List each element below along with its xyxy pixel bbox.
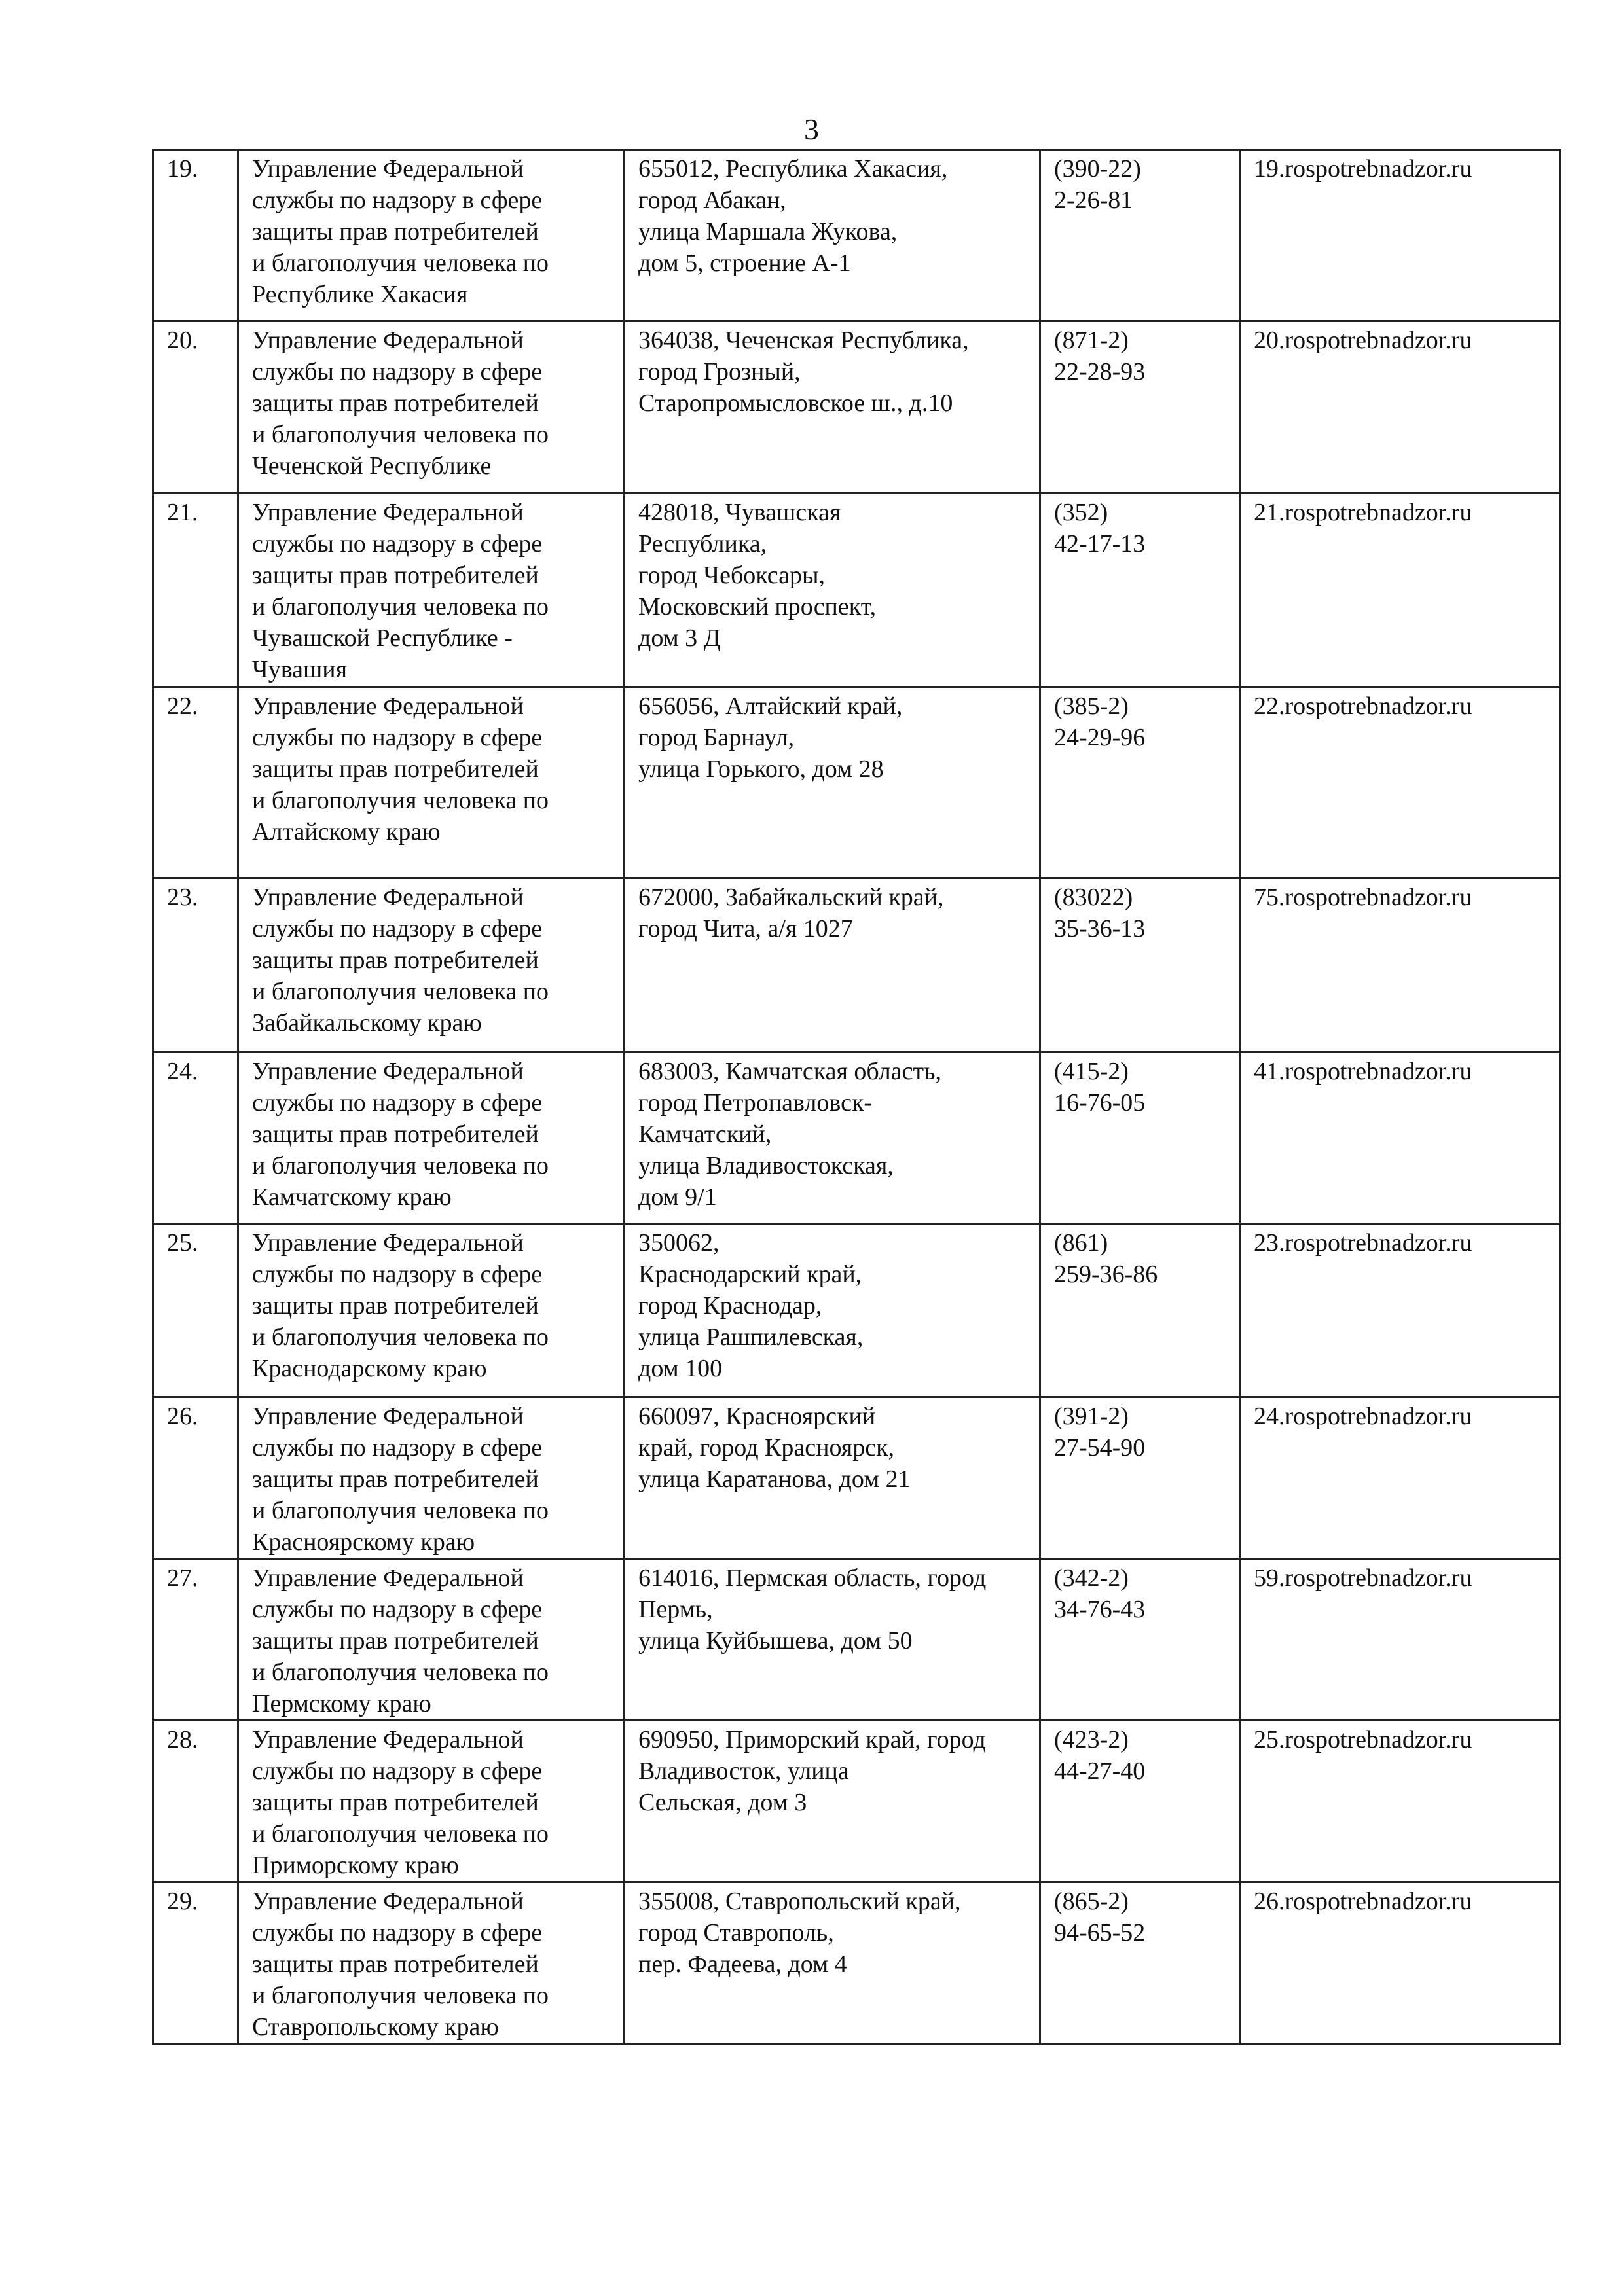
office-website: 59.rospotrebnadzor.ru (1240, 1559, 1561, 1721)
page-number: 3 (804, 113, 819, 146)
row-number: 27. (153, 1559, 238, 1721)
office-phone: (352) 42-17-13 (1040, 493, 1240, 687)
office-name: Управление Федеральной службы по надзору в сфере защиты прав потребителей и благополучия человека по Красноярскому краю (238, 1397, 625, 1559)
office-address: 428018, Чувашская Республика, город Чебоксары, Московский проспект, дом 3 Д (625, 493, 1040, 687)
office-address: 655012, Республика Хакасия, город Абакан, улица Маршала Жукова, дом 5, строение А-1 (625, 150, 1040, 321)
table-row (153, 687, 1561, 878)
office-website: 41.rospotrebnadzor.ru (1240, 1052, 1561, 1224)
office-phone: (83022) 35-36-13 (1040, 878, 1240, 1052)
office-website: 25.rospotrebnadzor.ru (1240, 1721, 1561, 1882)
office-name: Управление Федеральной службы по надзору в сфере защиты прав потребителей и благополучия человека по Пермскому краю (238, 1559, 625, 1721)
table-row (153, 878, 1561, 1052)
row-number: 19. (153, 150, 238, 321)
row-number: 21. (153, 493, 238, 687)
office-address: 683003, Камчатская область, город Петропавловск- Камчатский, улица Владивостокская, дом 9/1 (625, 1052, 1040, 1224)
row-number: 26. (153, 1397, 238, 1559)
office-address: 690950, Приморский край, город Владивосток, улица Сельская, дом 3 (625, 1721, 1040, 1882)
office-name: Управление Федеральной службы по надзору в сфере защиты прав потребителей и благополучия человека по Чеченской Республике (238, 321, 625, 493)
office-address: 656056, Алтайский край, город Барнаул, улица Горького, дом 28 (625, 687, 1040, 878)
office-phone: (342-2) 34-76-43 (1040, 1559, 1240, 1721)
table-row (153, 1559, 1561, 1721)
row-number: 24. (153, 1052, 238, 1224)
office-website: 20.rospotrebnadzor.ru (1240, 321, 1561, 493)
row-number: 23. (153, 878, 238, 1052)
office-phone: (390-22) 2-26-81 (1040, 150, 1240, 321)
office-name: Управление Федеральной службы по надзору в сфере защиты прав потребителей и благополучия человека по Краснодарскому краю (238, 1224, 625, 1397)
table-row (153, 493, 1561, 687)
table-row (153, 1397, 1561, 1559)
office-website: 23.rospotrebnadzor.ru (1240, 1224, 1561, 1397)
office-website: 22.rospotrebnadzor.ru (1240, 687, 1561, 878)
office-name: Управление Федеральной службы по надзору в сфере защиты прав потребителей и благополучия человека по Чувашской Республике - Чувашия (238, 493, 625, 687)
office-phone: (391-2) 27-54-90 (1040, 1397, 1240, 1559)
office-phone: (423-2) 44-27-40 (1040, 1721, 1240, 1882)
office-phone: (415-2) 16-76-05 (1040, 1052, 1240, 1224)
office-phone: (871-2) 22-28-93 (1040, 321, 1240, 493)
office-website: 26.rospotrebnadzor.ru (1240, 1882, 1561, 2045)
office-address: 364038, Чеченская Республика, город Грозный, Старопромысловское ш., д.10 (625, 321, 1040, 493)
office-name: Управление Федеральной службы по надзору в сфере защиты прав потребителей и благополучия человека по Приморскому краю (238, 1721, 625, 1882)
table-row (153, 1721, 1561, 1882)
row-number: 20. (153, 321, 238, 493)
table-row (153, 1052, 1561, 1224)
office-address: 672000, Забайкальский край, город Чита, а/я 1027 (625, 878, 1040, 1052)
office-address: 355008, Ставропольский край, город Ставрополь, пер. Фадеева, дом 4 (625, 1882, 1040, 2045)
office-name: Управление Федеральной службы по надзору в сфере защиты прав потребителей и благополучия человека по Забайкальскому краю (238, 878, 625, 1052)
table-row (153, 321, 1561, 493)
office-address: 614016, Пермская область, город Пермь, улица Куйбышева, дом 50 (625, 1559, 1040, 1721)
row-number: 22. (153, 687, 238, 878)
office-website: 21.rospotrebnadzor.ru (1240, 493, 1561, 687)
row-number: 28. (153, 1721, 238, 1882)
office-address: 350062, Краснодарский край, город Краснодар, улица Рашпилевская, дом 100 (625, 1224, 1040, 1397)
office-phone: (865-2) 94-65-52 (1040, 1882, 1240, 2045)
table-row (153, 150, 1561, 321)
office-name: Управление Федеральной службы по надзору в сфере защиты прав потребителей и благополучия человека по Ставропольскому краю (238, 1882, 625, 2045)
office-website: 19.rospotrebnadzor.ru (1240, 150, 1561, 321)
office-name: Управление Федеральной службы по надзору в сфере защиты прав потребителей и благополучия человека по Камчатскому краю (238, 1052, 625, 1224)
office-website: 24.rospotrebnadzor.ru (1240, 1397, 1561, 1559)
office-phone: (861) 259-36-86 (1040, 1224, 1240, 1397)
row-number: 25. (153, 1224, 238, 1397)
office-name: Управление Федеральной службы по надзору в сфере защиты прав потребителей и благополучия человека по Республике Хакасия (238, 150, 625, 321)
table-row (153, 1224, 1561, 1397)
office-website: 75.rospotrebnadzor.ru (1240, 878, 1561, 1052)
office-phone: (385-2) 24-29-96 (1040, 687, 1240, 878)
office-name: Управление Федеральной службы по надзору в сфере защиты прав потребителей и благополучия человека по Алтайскому краю (238, 687, 625, 878)
office-address: 660097, Красноярский край, город Красноярск, улица Каратанова, дом 21 (625, 1397, 1040, 1559)
row-number: 29. (153, 1882, 238, 2045)
table-row (153, 1882, 1561, 2045)
registry-table (152, 149, 1561, 2045)
